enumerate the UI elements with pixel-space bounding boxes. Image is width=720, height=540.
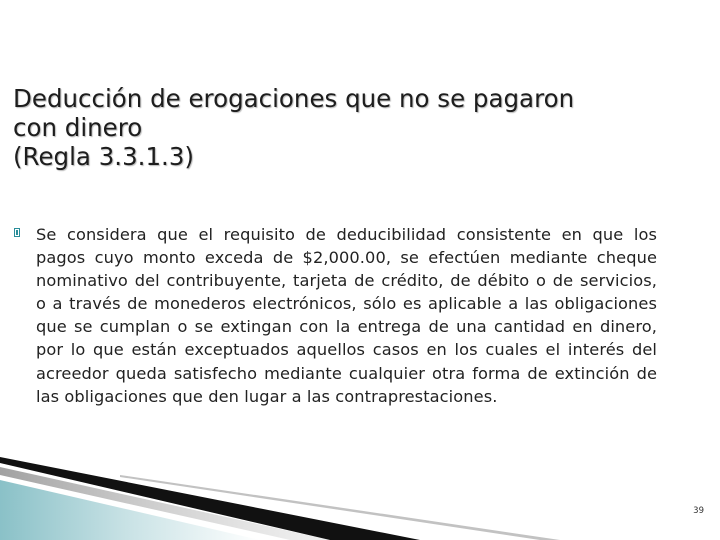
title-line-2: con dinero — [13, 113, 143, 142]
square-bullet-icon — [14, 228, 20, 237]
page-number: 39 — [693, 506, 704, 516]
title-line-3: (Regla 3.3.1.3) — [13, 142, 194, 171]
slide-title — [13, 84, 693, 171]
bullet-text: Se considera que el requisito de deducibilidad consistente en que los pagos cuyo monto exceda de $2,000.00, se efectúen mediante cheque nominativo del contribuyente, tarjeta de crédito, de débito o de servicios, o a través de monederos electrónicos, sólo es aplicable a las obligaciones que se cumplan o se extingan con la entrega de una cantidad en dinero, por lo que están exceptuados aquellos casos en los cuales el interés del acreedor queda satisfecho mediante cualquier otra forma de extinción de las obligaciones que den lugar a las contraprestaciones. — [36, 225, 657, 406]
bottom-swoosh-decoration — [0, 455, 720, 540]
title-line-1: Deducción de erogaciones que no se pagaron — [13, 84, 575, 113]
